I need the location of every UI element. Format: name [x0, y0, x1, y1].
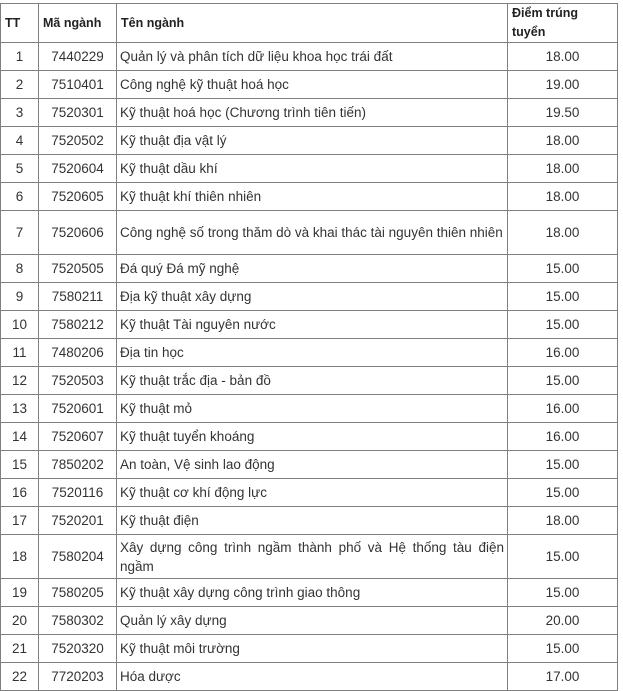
major-name: Kỹ thuật hoá học (Chương trình tiên tiến) — [117, 99, 508, 127]
major-code: 7580204 — [39, 535, 117, 579]
major-name: An toàn, Vệ sinh lao động — [117, 451, 508, 479]
row-number: 16 — [1, 479, 39, 507]
table-row — [1, 183, 618, 211]
admission-score: 18.00 — [508, 127, 618, 155]
admission-score: 16.00 — [508, 339, 618, 367]
row-number: 13 — [1, 395, 39, 423]
admission-score: 15.00 — [508, 311, 618, 339]
admission-score: 16.00 — [508, 423, 618, 451]
major-name: Quản lý và phân tích dữ liệu khoa học trái đất — [117, 43, 508, 71]
table-row — [1, 211, 618, 255]
major-code: 7510401 — [39, 71, 117, 99]
major-name: Đá quý Đá mỹ nghệ — [117, 255, 508, 283]
row-number: 3 — [1, 99, 39, 127]
major-code: 7520301 — [39, 99, 117, 127]
table-row — [1, 535, 618, 579]
table-row — [1, 43, 618, 71]
header-score: Điểm trúng tuyển — [508, 4, 618, 43]
table-row — [1, 367, 618, 395]
table-row — [1, 71, 618, 99]
major-code: 7520604 — [39, 155, 117, 183]
major-code: 7520601 — [39, 395, 117, 423]
admission-score: 18.00 — [508, 43, 618, 71]
major-name: Kỹ thuật trắc địa - bản đồ — [117, 367, 508, 395]
row-number: 21 — [1, 635, 39, 663]
table-row — [1, 579, 618, 607]
table-row — [1, 663, 618, 691]
row-number: 5 — [1, 155, 39, 183]
major-name: Công nghệ số trong thăm dò và khai thác tài nguyên thiên nhiên — [117, 211, 508, 255]
row-number: 15 — [1, 451, 39, 479]
admission-score: 18.00 — [508, 211, 618, 255]
row-number: 1 — [1, 43, 39, 71]
admission-score: 15.00 — [508, 479, 618, 507]
row-number: 9 — [1, 283, 39, 311]
header-tt: TT — [1, 4, 39, 43]
row-number: 19 — [1, 579, 39, 607]
admission-score: 15.00 — [508, 283, 618, 311]
major-code: 7520320 — [39, 635, 117, 663]
row-number: 6 — [1, 183, 39, 211]
table-row — [1, 99, 618, 127]
table-header — [1, 4, 618, 43]
major-code: 7440229 — [39, 43, 117, 71]
major-code: 7850202 — [39, 451, 117, 479]
major-code: 7520201 — [39, 507, 117, 535]
major-code: 7480206 — [39, 339, 117, 367]
row-number: 18 — [1, 535, 39, 579]
major-code: 7520605 — [39, 183, 117, 211]
table-row — [1, 423, 618, 451]
row-number: 8 — [1, 255, 39, 283]
table-row — [1, 507, 618, 535]
table-row — [1, 395, 618, 423]
major-code: 7520116 — [39, 479, 117, 507]
major-name: Công nghệ kỹ thuật hoá học — [117, 71, 508, 99]
admission-score: 18.00 — [508, 183, 618, 211]
major-code: 7580212 — [39, 311, 117, 339]
major-name: Kỹ thuật Tài nguyên nước — [117, 311, 508, 339]
row-number: 7 — [1, 211, 39, 255]
row-number: 17 — [1, 507, 39, 535]
major-code: 7520503 — [39, 367, 117, 395]
table-row — [1, 635, 618, 663]
major-name: Kỹ thuật môi trường — [117, 635, 508, 663]
table-row — [1, 255, 618, 283]
header-row — [1, 4, 618, 43]
major-code: 7520505 — [39, 255, 117, 283]
admission-score: 15.00 — [508, 367, 618, 395]
admission-score: 20.00 — [508, 607, 618, 635]
major-name: Kỹ thuật tuyển khoáng — [117, 423, 508, 451]
major-code: 7520607 — [39, 423, 117, 451]
major-code: 7580211 — [39, 283, 117, 311]
row-number: 11 — [1, 339, 39, 367]
table-body — [1, 43, 618, 691]
admission-score: 19.00 — [508, 71, 618, 99]
table-row — [1, 127, 618, 155]
major-code: 7520606 — [39, 211, 117, 255]
admission-score: 16.00 — [508, 395, 618, 423]
table-row — [1, 451, 618, 479]
table-row — [1, 155, 618, 183]
admission-score: 15.00 — [508, 535, 618, 579]
major-name: Địa tin học — [117, 339, 508, 367]
admission-score: 15.00 — [508, 451, 618, 479]
major-name: Kỹ thuật dầu khí — [117, 155, 508, 183]
admission-score: 15.00 — [508, 255, 618, 283]
major-name: Kỹ thuật địa vật lý — [117, 127, 508, 155]
row-number: 22 — [1, 663, 39, 691]
major-name: Địa kỹ thuật xây dựng — [117, 283, 508, 311]
admission-score: 18.00 — [508, 155, 618, 183]
admission-score: 15.00 — [508, 635, 618, 663]
major-name: Xây dựng công trình ngầm thành phố và Hệ thống tàu điện ngầm — [117, 535, 508, 579]
major-code: 7720203 — [39, 663, 117, 691]
row-number: 14 — [1, 423, 39, 451]
table-row — [1, 479, 618, 507]
major-name: Kỹ thuật cơ khí động lực — [117, 479, 508, 507]
major-name: Kỹ thuật điện — [117, 507, 508, 535]
major-name: Kỹ thuật xây dựng công trình giao thông — [117, 579, 508, 607]
major-code: 7580302 — [39, 607, 117, 635]
table-row — [1, 311, 618, 339]
admission-score: 15.00 — [508, 579, 618, 607]
major-name: Kỹ thuật khí thiên nhiên — [117, 183, 508, 211]
header-name: Tên ngành — [117, 4, 508, 43]
major-name: Quản lý xây dựng — [117, 607, 508, 635]
row-number: 4 — [1, 127, 39, 155]
admission-score: 19.50 — [508, 99, 618, 127]
row-number: 20 — [1, 607, 39, 635]
major-code: 7520502 — [39, 127, 117, 155]
header-code: Mã ngành — [39, 4, 117, 43]
row-number: 2 — [1, 71, 39, 99]
table-row — [1, 607, 618, 635]
row-number: 12 — [1, 367, 39, 395]
row-number: 10 — [1, 311, 39, 339]
major-code: 7580205 — [39, 579, 117, 607]
table-row — [1, 339, 618, 367]
admission-score: 17.00 — [508, 663, 618, 691]
admission-score: 18.00 — [508, 507, 618, 535]
admission-score-table — [0, 3, 618, 691]
major-name: Kỹ thuật mỏ — [117, 395, 508, 423]
major-name: Hóa dược — [117, 663, 508, 691]
table-row — [1, 283, 618, 311]
